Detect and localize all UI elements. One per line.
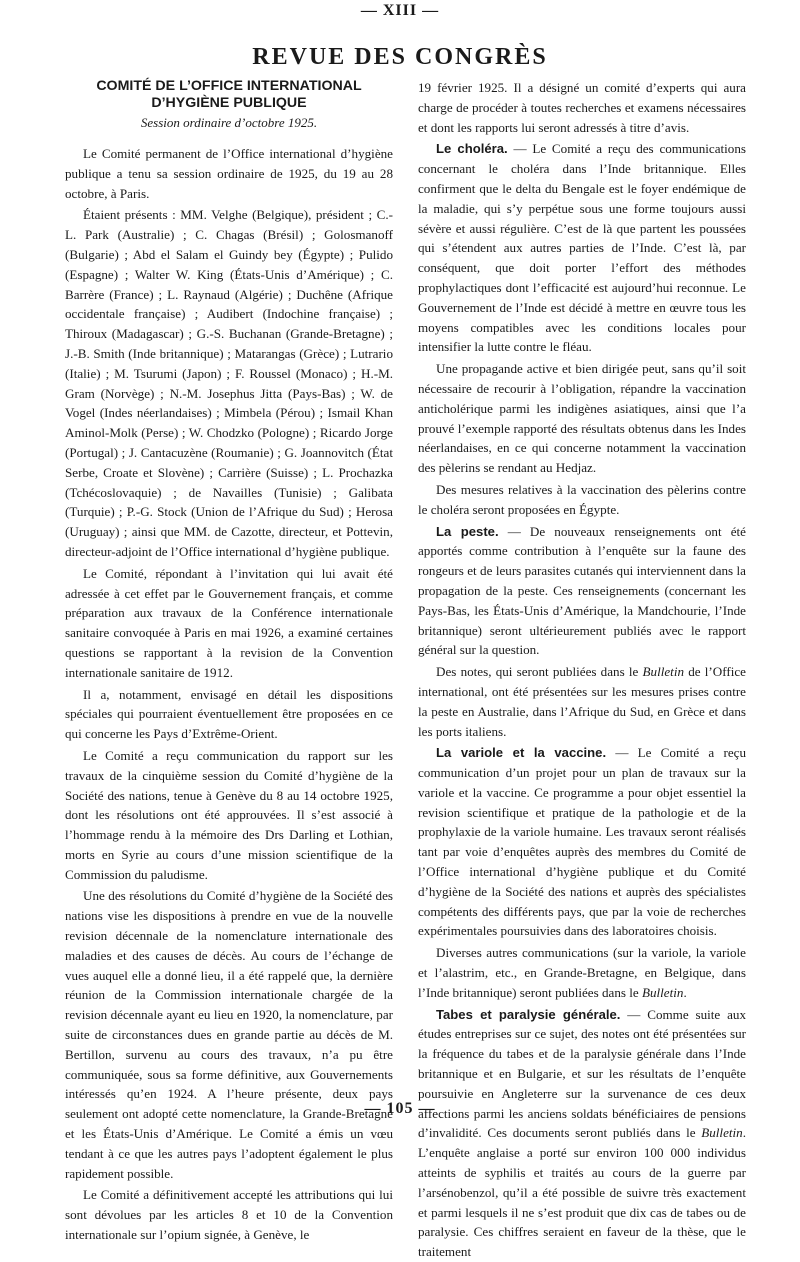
variole-communications-text: Diverses autres communications (sur la variole, la variole et l’alastrim, etc., en Grande-Bretagne, en Belgique, dans l’Inde britannique) seront publiées dans le [418,945,746,1000]
page-footer-number: — 105 — [364,1100,436,1117]
variole-communications-end: . [683,984,687,1000]
variole-paragraph [418,743,746,941]
variole-communications-paragraph [418,943,746,1002]
paragraph: Étaient présents : MM. Velghe (Belgique), président ; C.-L. Park (Australie) ; C. Chagas (Brésil) ; Golosmanoff (Bulgarie) ; Abd el Salam el Guindy bey (Égypte) ; Pulido (Espagne) ; Walter W. King (États-Unis d’Amérique) ; C. Barrère (France) ; L. Raynaud (Algérie) ; Duchêne (Afrique occidentale française) ; Audibert (Indochine française) ; Thiroux (Madagascar) ; G.-S. Buchanan (Grande-Bretagne) ; J.-B. Smith (Inde britannique) ; Matarangas (Grèce) ; Lutrario (Italie) ; M. Tsurumi (Japon) ; F. Roussel (Monaco) ; H.-M. Gram (Norvège) ; N.-M. Josephus Jitta (Pays-Bas) ; W. de Vogel (Indes néerlandaises) ; Mimbela (Pérou) ; Ismail Khan Aminol-Molk (Perse) ; W. Chodzko (Pologne) ; Ricardo Jorge (Portugal) ; J. Cantacuzène (Roumanie) ; G. Joannovitch (État Serbe, Croate et Slovène) ; Carrière (Suisse) ; L. Prochazka (Tchécoslovaquie) ; de Navailles (Tunisie) ; Galibata (Turquie) ; P.-G. Stock (Union de l’Afrique du Sud) ; Herosa (Uruguay) ; ainsi que MM. de Cazotte, directeur, et Pottevin, directeur-adjoint de l’Office international d’hygiène publique. [65,207,393,559]
peste-notes-text: Des notes, qui seront publiées dans le [436,664,643,680]
tabes-heading: Tabes et paralysie générale. [436,1006,621,1022]
cholera-paragraph [418,139,746,357]
cholera-heading: Le choléra. [436,141,508,157]
page-header-number: — XIII — [360,2,440,19]
cholera-text: — Le Comité a reçu des communications concernant le choléra dans l’Inde britannique. Elles confirment que le delta du Bengale est le foyer endémique de la maladie, qui s’y perpétue sous une forme toujours aussi sévère et aussi régulière. C’est de là que partent les poussées qui s’étendent aux autres parties de l’Inde. C’est là, par conséquent, que doit porter l’effort des méthodes prophylactiques dont l’efficacité est aujourd’hui reconnue. Le Gouvernement de l’Inde est décidé à mettre en œuvre tous les moyens compatibles avec les conditions locales pour intensifier la lutte contre le fléau. [418,141,746,355]
tabes-text-end: . L’enquête anglaise a porté sur environ 100 000 individus atteints de syphilis et traités au cours de la guerre par l’arsénobenzol, qu’il a été possible de suivre très exactement et parmi lesquels il ne s’est produit que dix cas de tabes ou de paralysie. Ces chiffres seraient en faveur de la thèse, que le traitement [418,1125,746,1260]
peste-notes-text-end: de l’Office international, ont été présentées sur les mesures prises contre la peste en Australie, dans l’Afrique du Sud, en Grèce et dans les ports italiens. [418,664,746,739]
paragraph: Il a, notamment, envisagé en détail les dispositions spéciales qui pourraient éventuellement être proposées en ce qui concerne les Pays d’Extrême-Orient. [65,686,393,742]
tabes-paragraph [418,1005,746,1262]
left-column [65,78,393,1245]
paragraph: Le Comité, répondant à l’invitation qui lui avait été adressée à cet effet par le Gouvernement français, et comme préparation aux travaux de la Conférence internationale sanitaire convoquée à Paris en mai 1926, a examiné certaines questions se rapportant à la revision de la Convention internationale sanitaire de 1912. [65,565,393,680]
peste-paragraph [418,522,746,661]
peste-notes-paragraph [418,662,746,741]
article-title-line-1: COMITÉ DE L’OFFICE INTERNATIONAL [96,78,362,94]
bulletin-italic: Bulletin [701,1125,743,1141]
paragraph: Le Comité permanent de l’Office international d’hygiène publique a tenu sa session ordinaire de 1925, du 19 au 28 octobre, à Paris. [65,146,393,201]
paragraph: 19 février 1925. Il a désigné un comité d’experts qui aura charge de procéder à toutes recherches et examens nécessaires et dont les rapports lui seront adressés à titre d’avis. [418,80,746,135]
peste-heading: La peste. [436,523,499,539]
right-column [418,78,746,1262]
bulletin-italic: Bulletin [642,664,685,680]
paragraph: Une des résolutions du Comité d’hygiène de la Société des nations vise les dispositions à prendre en vue de la nouvelle revision décennale de la nomenclature internationale des maladies et des causes de décès. Au cours de l’échange de vues auquel elle a donné lieu, il a été rappelé que, la dernière réunion de la Commission internationale chargée de la revision décennale ayant eu lieu en 1920, la nomenclature, par suite de circonstances dues en grande partie au décès de M. Bertillon, survenu au cours des travaux, n’a pu être communiquée, sous sa forme définitive, aux Gouvernements intéressés qu’en 1924. A l’heure présente, deux pays seulement ont adopté cette nomenclature, la Grande-Bretagne et les États-Unis d’Amérique. Le Comité a émis un vœu tendant à ce que les autres pays l’adoptent également le plus rapidement possible. [65,888,393,1181]
paragraph: Des mesures relatives à la vaccination des pèlerins contre le choléra seront proposées en Égypte. [418,481,746,517]
paragraph: Une propagande active et bien dirigée peut, sans qu’il soit nécessaire de recourir à l’obligation, répandre la vaccination anticholérique parmi les indigènes asiatiques, ainsi que l’a prouvé l’exemple rapporté des résultats obtenus dans les Indes néerlandaises, en ce qui concerne notamment la vaccination des pèlerins se rendant au Hedjaz. [418,361,746,476]
variole-text: — Le Comité a reçu communication d’un projet pour un plan de travaux sur la variole et la vaccine. Ce programme a pour objet essentiel la revision scientifique et pratique de la pathologie et de la prophylaxie de la variole humaine. Les travaux seront réalisés tant par voie d’enquêtes auprès des membres du Comité de l’Office international d’hygiène publique et du Comité d’hygiène de la Société des nations et auprès des spécialistes compétents des différents pays, que par la voie de recherches expérimentales poursuivies dans des laboratoires choisis. [418,745,746,939]
article-subtitle: Session ordinaire d’octobre 1925. [140,115,318,130]
journal-section-title: REVUE DES CONGRÈS [252,44,548,70]
variole-heading: La variole et la vaccine. [436,745,607,761]
paragraph: Le Comité a définitivement accepté les attributions qui lui sont dévolues par les articles 8 et 10 de la Convention internationale sur l’opium signée, à Genève, le [65,1187,393,1243]
tabes-text: — Comme suite aux études entreprises sur ce sujet, des notes ont été présentées sur la fréquence du tabes et de la paralysie générale dans l’Inde britannique et en Bulgarie, et sur les résultats de l’enquête poursuivie en Angleterre sur la survenance de ces deux affections parmi les anciens soldats bénéficiaires de pensions d’invalidité. Ces documents seront publiés dans le [418,1006,746,1141]
article-title-line-2: D’HYGIÈNE PUBLIQUE [151,95,307,111]
paragraph: Le Comité a reçu communication du rapport sur les travaux de la cinquième session du Comité d’hygiène de la Société des nations, tenue à Genève du 8 au 14 octobre 1925, dont les résolutions ont été approuvées. Il s’est associé à l’hommage rendu à la mémoire des Drs Darling et Lothian, morts en Syrie au cours d’une mission scientifique de la Commission du paludisme. [65,747,393,882]
peste-text: — De nouveaux renseignements ont été apportés comme contribution à l’enquête sur la faune des rongeurs et de leurs parasites cutanés qui interviennent dans la propagation de la peste. Ces renseignements (concernant les Pays-Bas, les États-Unis d’Amérique, la Mandchourie, l’Inde britannique) seront ultérieurement publiés avec le rapport général sur la question. [418,523,746,658]
bulletin-italic: Bulletin [641,984,684,1000]
